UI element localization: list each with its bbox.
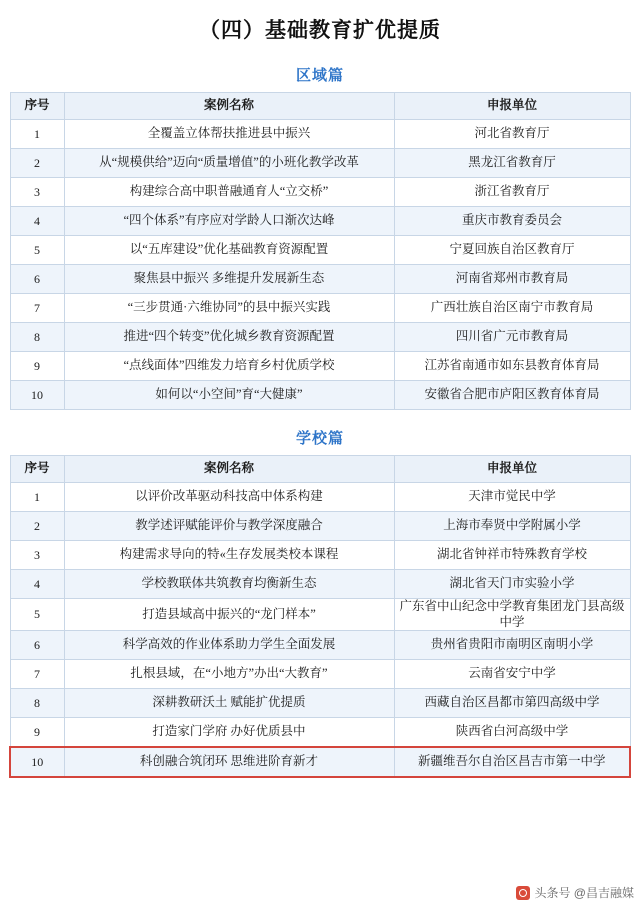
cell-case-name: 聚焦县中振兴 多维提升发展新生态 [64,265,394,294]
table-row-highlighted [10,747,630,777]
cell-unit: 浙江省教育厅 [394,178,630,207]
cell-index: 4 [10,207,64,236]
cell-unit: 宁夏回族自治区教育厅 [394,236,630,265]
table-row [10,149,630,178]
table-row [10,352,630,381]
page-title: （四）基础教育扩优提质 [199,18,441,42]
cell-case-name: 打造县域高中振兴的“龙门样本” [64,599,394,631]
cell-index: 4 [10,570,64,599]
cell-case-name: 以“五库建设”优化基础教育资源配置 [64,236,394,265]
column-header-index: 序号 [10,456,64,483]
cell-index: 8 [10,689,64,718]
cell-case-name: 学校教联体共筑教育均衡新生态 [64,570,394,599]
cell-index: 2 [10,512,64,541]
cell-unit: 广西壮族自治区南宁市教育局 [394,294,630,323]
cell-case-name: 全覆盖立体帮扶推进县中振兴 [64,120,394,149]
cell-index: 8 [10,323,64,352]
cell-unit: 云南省安宁中学 [394,660,630,689]
cell-case-name: 以评价改革驱动科技高中体系构建 [64,483,394,512]
column-header-unit: 申报单位 [394,93,630,120]
column-header-case-name: 案例名称 [64,93,394,120]
cell-index: 2 [10,149,64,178]
table-row [10,207,630,236]
table-row [10,570,630,599]
table-region [10,92,631,410]
cell-unit: 黑龙江省教育厅 [394,149,630,178]
cell-case-name: 从“规模供给”迈向“质量增值”的小班化教学改革 [64,149,394,178]
cell-unit: 重庆市教育委员会 [394,207,630,236]
cell-index: 3 [10,178,64,207]
cell-unit: 上海市奉贤中学附属小学 [394,512,630,541]
table-row [10,294,630,323]
cell-unit: 河北省教育厅 [394,120,630,149]
cell-index: 6 [10,265,64,294]
cell-case-name: 构建综合高中职普融通育人“立交桥” [64,178,394,207]
table-row [10,718,630,748]
table-row [10,120,630,149]
cell-case-name: “四个体系”有序应对学龄人口渐次达峰 [64,207,394,236]
cell-case-name: 扎根县域，在“小地方”办出“大教育” [64,660,394,689]
table-row [10,265,630,294]
table-header-row [10,93,630,120]
table-header-row [10,456,630,483]
cell-unit: 河南省郑州市教育局 [394,265,630,294]
table-school [9,455,631,778]
section-heading-region: 区域篇 [0,56,640,92]
cell-case-name: 教学述评赋能评价与教学深度融合 [64,512,394,541]
cell-index: 9 [10,352,64,381]
table-row [10,236,630,265]
cell-case-name: 构建需求导向的特«生存发展类校本课程 [64,541,394,570]
cell-unit: 四川省广元市教育局 [394,323,630,352]
cell-index: 9 [10,718,64,748]
watermark [516,884,634,901]
table-row [10,323,630,352]
table-row [10,381,630,410]
cell-case-name: “三步贯通·六维协同”的县中振兴实践 [64,294,394,323]
cell-case-name: 科学高效的作业体系助力学生全面发展 [64,631,394,660]
cell-unit: 安徽省合肥市庐阳区教育体育局 [394,381,630,410]
table-row [10,599,630,631]
cell-index: 6 [10,631,64,660]
table-row [10,483,630,512]
section-divider [0,410,640,419]
cell-unit: 湖北省天门市实验小学 [394,570,630,599]
cell-unit: 天津市觉民中学 [394,483,630,512]
section-heading-school: 学校篇 [0,419,640,455]
cell-unit: 湖北省钟祥市特殊教育学校 [394,541,630,570]
toutiao-logo-icon [516,886,530,900]
cell-index: 7 [10,294,64,323]
cell-index: 1 [10,120,64,149]
cell-index: 10 [10,747,64,777]
cell-unit: 陕西省白河高级中学 [394,718,630,748]
cell-case-name: 推进“四个转变”优化城乡教育资源配置 [64,323,394,352]
cell-case-name: 深耕教研沃土 赋能扩优提质 [64,689,394,718]
table-row [10,512,630,541]
column-header-case-name: 案例名称 [64,456,394,483]
cell-case-name: “点线面体”四维发力培育乡村优质学校 [64,352,394,381]
cell-unit: 新疆维吾尔自治区昌吉市第一中学 [394,747,630,777]
cell-case-name: 科创融合筑闭环 思维进阶育新才 [64,747,394,777]
column-header-unit: 申报单位 [394,456,630,483]
table-row [10,178,630,207]
cell-index: 5 [10,236,64,265]
table-row [10,631,630,660]
cell-unit: 贵州省贵阳市南明区南明小学 [394,631,630,660]
cell-index: 3 [10,541,64,570]
table-row [10,541,630,570]
table-row [10,660,630,689]
column-header-index: 序号 [10,93,64,120]
cell-unit: 江苏省南通市如东县教育体育局 [394,352,630,381]
cell-index: 7 [10,660,64,689]
cell-unit: 广东省中山纪念中学教育集团龙门县高级中学 [394,599,630,631]
cell-index: 1 [10,483,64,512]
cell-index: 10 [10,381,64,410]
cell-case-name: 如何以“小空间”育“大健康” [64,381,394,410]
table-row [10,689,630,718]
cell-index: 5 [10,599,64,631]
watermark-label: 头条号 @昌吉融媒 [534,886,634,900]
cell-unit: 西藏自治区昌都市第四高级中学 [394,689,630,718]
cell-case-name: 打造家门学府 办好优质县中 [64,718,394,748]
